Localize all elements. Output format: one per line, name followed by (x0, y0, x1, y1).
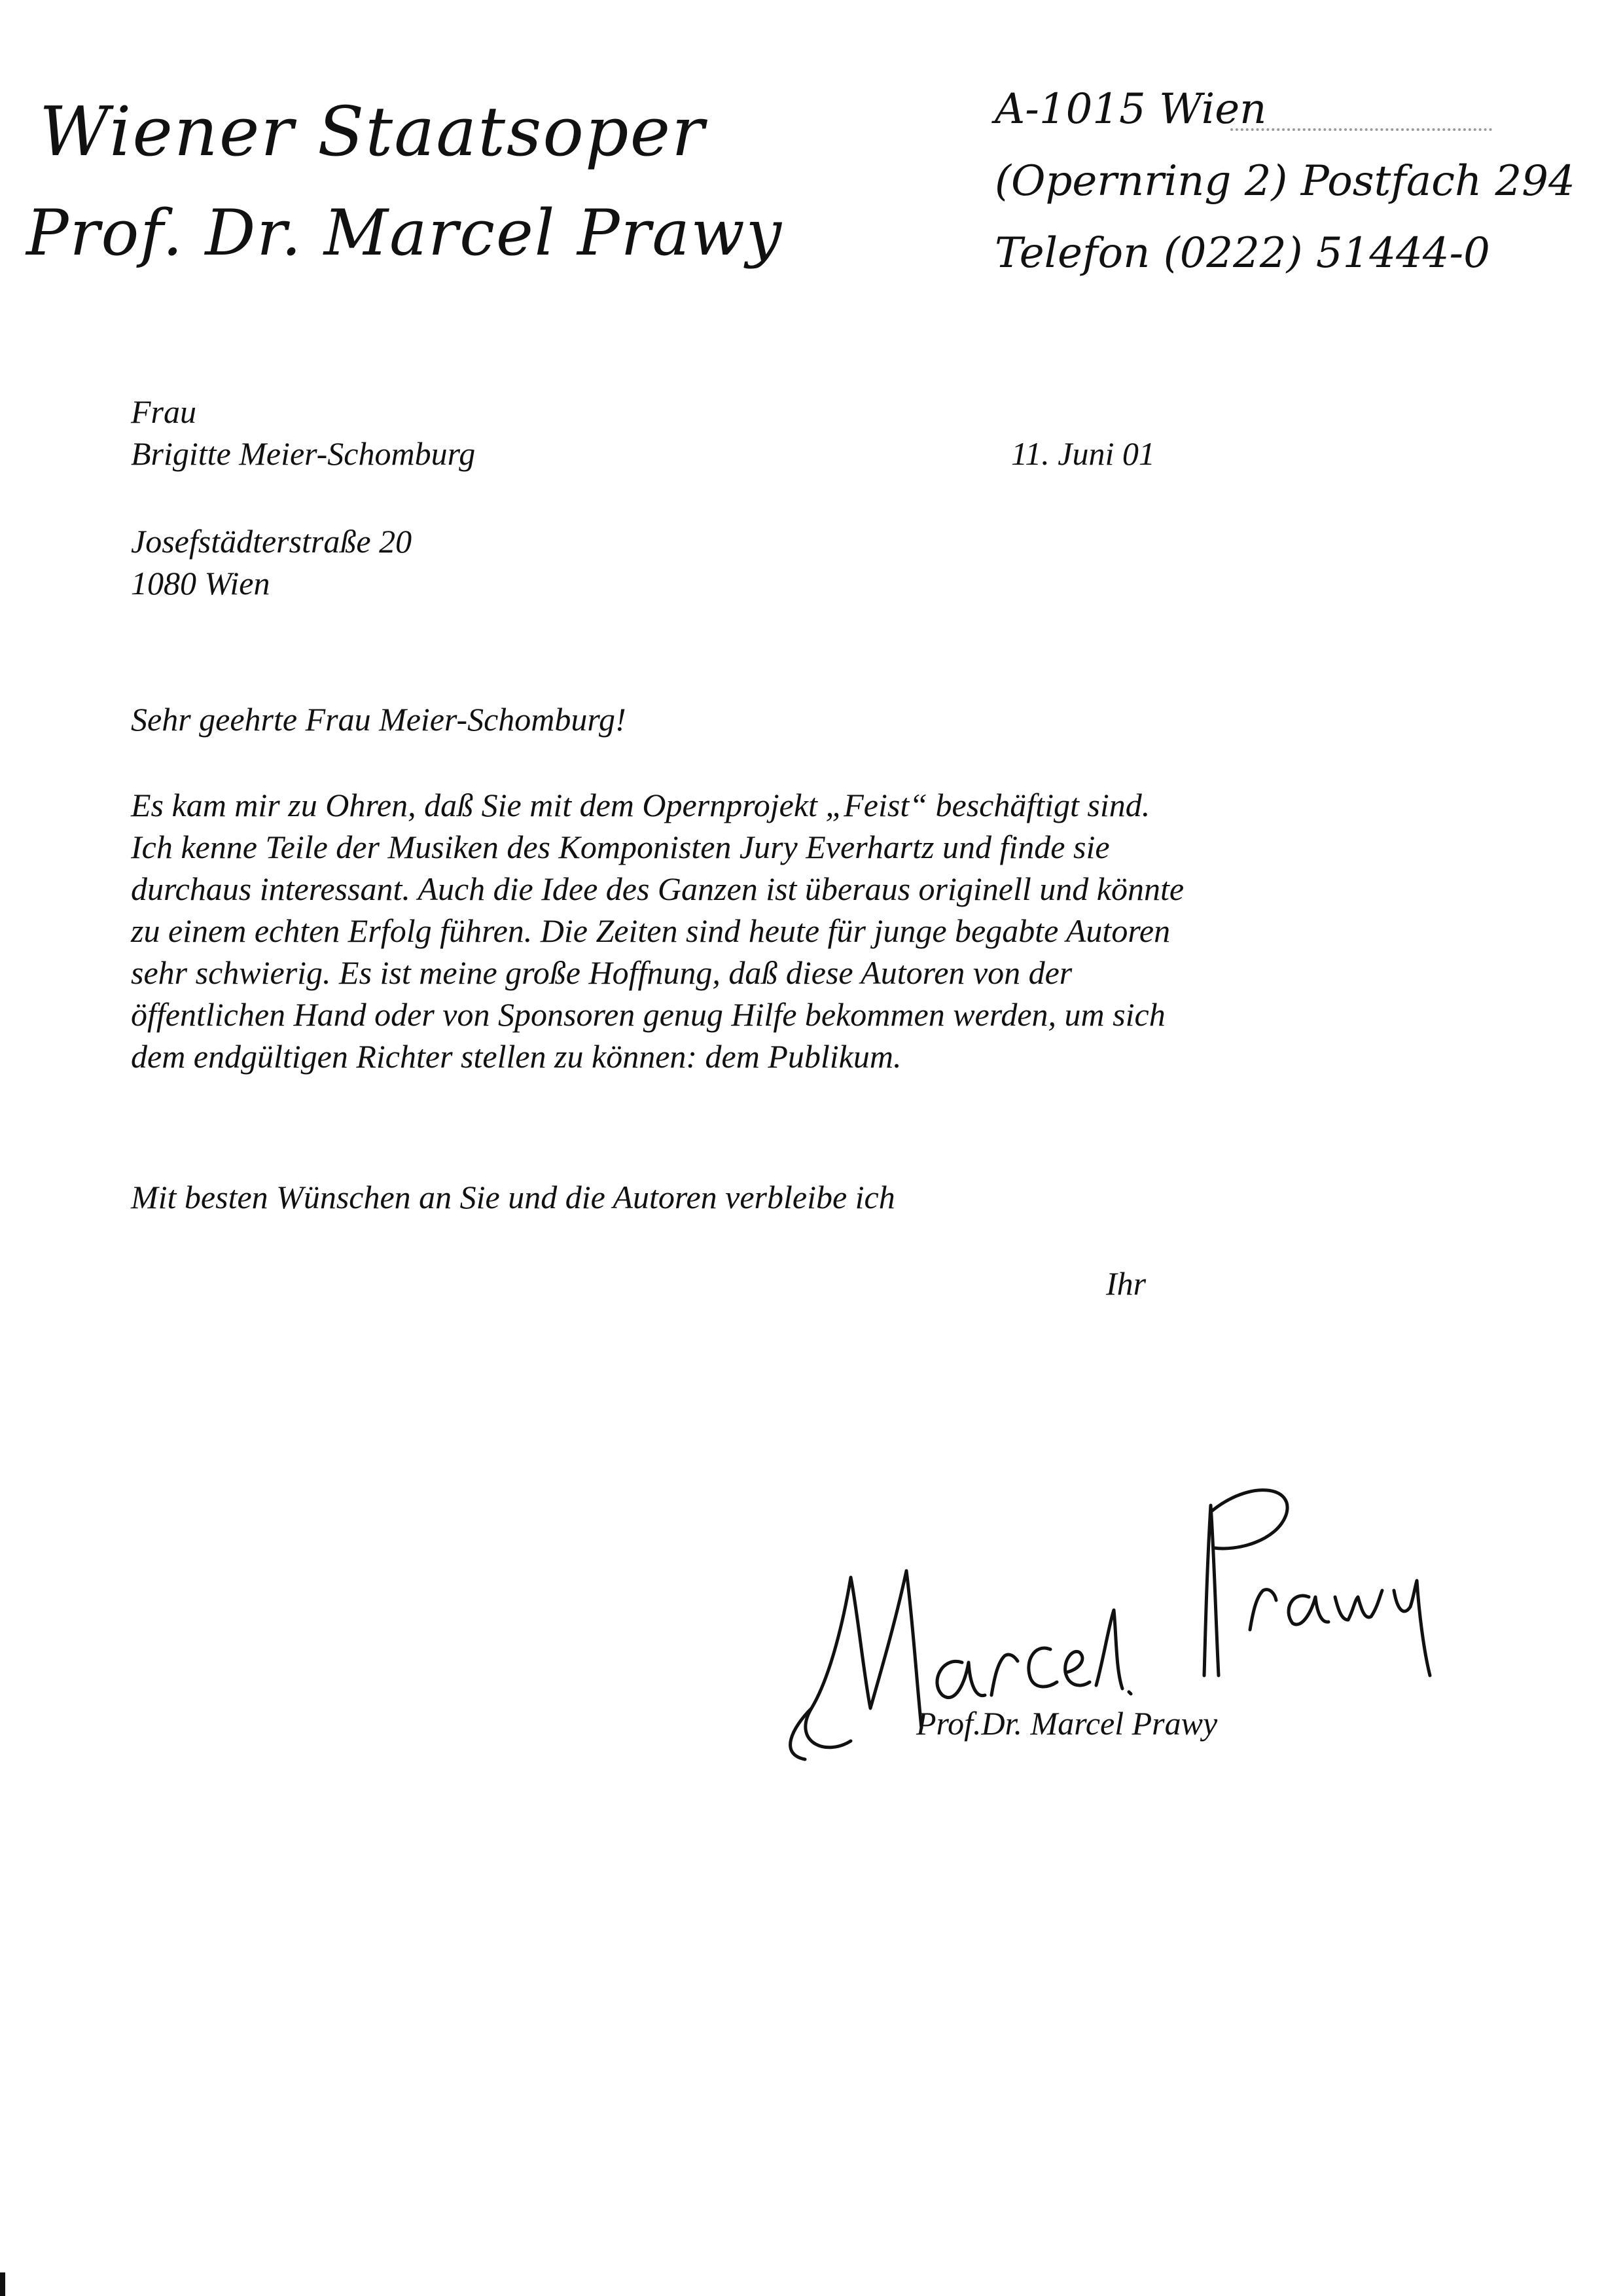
scan-edge-mark (0, 2272, 5, 2296)
signer-name: Prof.Dr. Marcel Prawy (916, 1705, 1218, 1742)
body-line: durchaus interessant. Auch die Idee des Ganzen ist überaus originell und könnte (131, 870, 1185, 907)
letter-closing: Mit besten Wünschen an Sie und die Autoren verbleibe ich (131, 1179, 895, 1215)
recipient-city: 1080 Wien (131, 565, 270, 601)
body-line: öffentlichen Hand oder von Sponsoren genug Hilfe bekommen werden, um sich (131, 996, 1166, 1033)
letter-body (131, 784, 1427, 1077)
recipient-name: Brigitte Meier-Schomburg (131, 435, 476, 472)
letterhead-address-city: A-1015 Wien (995, 85, 1267, 134)
letterhead-person: Prof. Dr. Marcel Prawy (26, 196, 783, 270)
recipient-salutation: Frau (131, 393, 196, 430)
body-line: Ich kenne Teile der Musiken des Komponisten Jury Everhartz und finde sie (131, 829, 1110, 865)
body-line: Es kam mir zu Ohren, daß Sie mit dem Opernprojekt „Feist“ beschäftigt sind. (131, 787, 1150, 823)
body-line: dem endgültigen Richter stellen zu können: dem Publikum. (131, 1038, 902, 1075)
letterhead-address-postbox: (Opernring 2) Postfach 294 (995, 157, 1575, 206)
letterhead-address-phone: Telefon (0222) 51444-0 (995, 229, 1490, 278)
body-line: zu einem echten Erfolg führen. Die Zeiten sind heute für junge begabte Autoren (131, 912, 1171, 949)
letter-date: 11. Juni 01 (1011, 435, 1155, 472)
closing-word: Ihr (1106, 1265, 1147, 1302)
address-dotted-line (1230, 128, 1492, 131)
letterhead-organization: Wiener Staatsoper (39, 92, 705, 171)
letter-greeting: Sehr geehrte Frau Meier-Schomburg! (131, 701, 626, 738)
recipient-street: Josefstädterstraße 20 (131, 523, 412, 560)
body-line: sehr schwierig. Es ist meine große Hoffnung, daß diese Autoren von der (131, 954, 1073, 991)
